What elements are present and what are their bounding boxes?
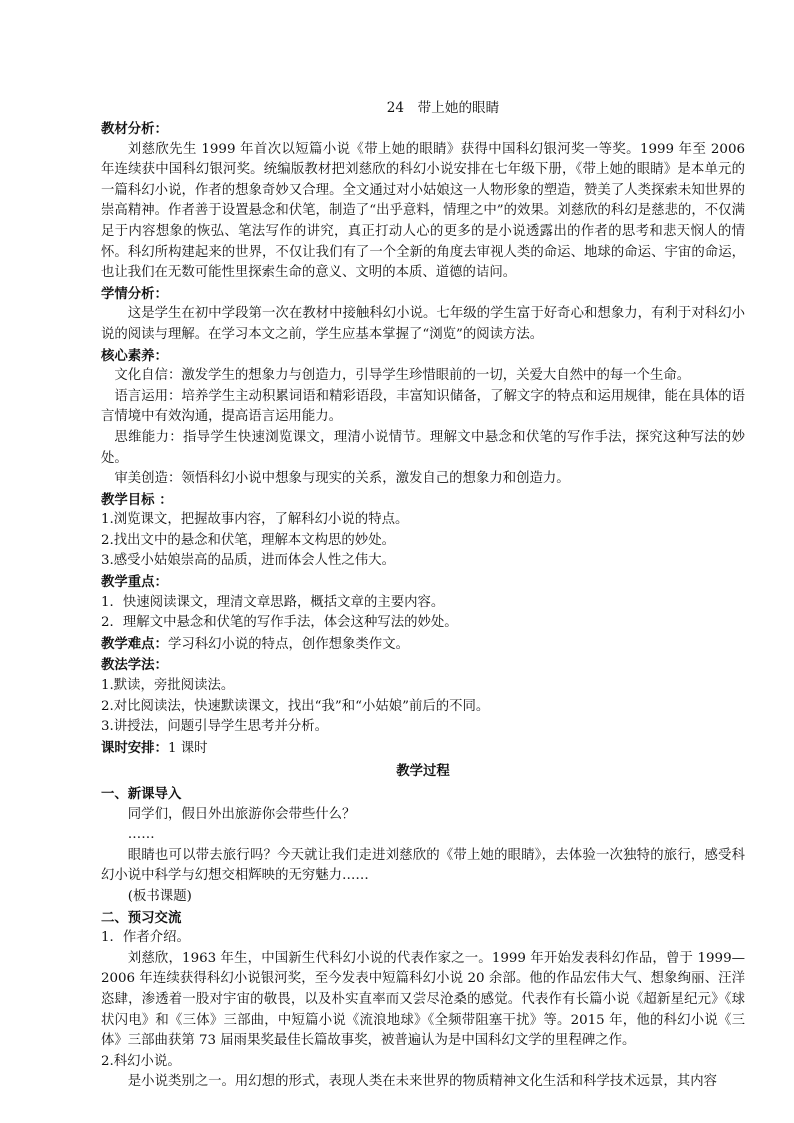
goals-heading: 教学目标 ： (101, 491, 173, 508)
intro-line: 眼睛也可以带去旅行吗？今天就让我们走进刘慈欣的《带上她的眼睛》，去体验一次独特的旅行，感受科幻小说中科学与幻想交相辉映的无穷魅力…… (101, 847, 745, 884)
scifi-heading: 2.科幻小说。 (101, 1053, 181, 1069)
goal-item: 3.感受小姑娘崇高的品质，进而体会人性之伟大。 (101, 553, 395, 569)
difficulty-text: 学习科幻小说的特点，创作想象类作文。 (167, 636, 409, 652)
analysis-paragraph: 刘慈欣先生 1999 年首次以短篇小说《带上她的眼睛》获得中国科幻银河奖一等奖。1999 年至 2006 年连续获中国科幻银河奖。统编版教材把刘慈欣的科幻小说安排在七年级下册，《带上她的眼睛》是本单元的一篇科幻小说，作者的想象奇妙又合理。全文通过对小姑娘这一人物形象的塑造，赞美了人类探索未知世界的崇高精神。作者善于设置悬念和伏笔，制造了“出乎意料，情理之中”的效果。刘慈欣的科幻是慈悲的，不仅满足于内容想象的恢弘、笔法写作的讲究，真正打动人心的更多的是小说透露出的作者的思考和悲天悯人的情怀。科幻所构建起来的世界，不仅让我们有了一个全新的角度去审视人类的命运、地球的命运、宇宙的命运，也让我们在无数可能性里探索生命的意义、文明的本质、道德的诘问。 (101, 141, 745, 281)
key-point-item: 1．快速阅读课文，理清文章思路，概括文章的主要内容。 (101, 594, 445, 610)
part1-heading: 一、新课导入 (101, 786, 182, 802)
scifi-paragraph: 是小说类别之一。用幻想的形式，表现人类在未来世界的物质精神文化生活和科学技术远景，其内容 (127, 1074, 717, 1090)
process-title: 教学过程 (396, 763, 450, 780)
intro-line: (板书课题) (127, 888, 192, 904)
key-point-item: 2．理解文中悬念和伏笔的写作手法，体会这种写法的妙处。 (101, 615, 458, 631)
method-item: 1.默读，旁批阅读法。 (101, 678, 235, 694)
method-item: 2.对比阅读法，快速默读课文，找出“我”和“小姑娘”前后的不同。 (101, 698, 490, 714)
difficulty-heading: 教学难点： (101, 635, 168, 652)
intro-line: …… (127, 827, 155, 843)
core-item-language: 语言运用：培养学生主动积累词语和精彩语段，丰富知识储备，了解文字的特点和运用规律，能在具体的语言情境中有效沟通，提高语言运用能力。 (101, 388, 745, 425)
goal-item: 1.浏览课文，把握故事内容，了解科幻小说的特点。 (101, 512, 409, 528)
author-heading: 1．作者介绍。 (101, 930, 190, 946)
analysis-heading: 教材分析： (101, 121, 168, 137)
time-line (101, 738, 745, 760)
author-paragraph: 刘慈欣，1963 年生，中国新生代科幻小说的代表作家之一。1999 年开始发表科幻作品，曾于 1999—2006 年连续获得科幻小说银河奖，至今发表中短篇科幻小说 20 余部。他的作品宏伟大气、想象绚丽、汪洋恣肆，渗透着一股对宇宙的敬畏，以及朴实直率而又尝尽沧桑的感觉。代表作有长篇小说《超新星纪元》《球状闪电》和《三体》三部曲，中短篇小说《流浪地球》《全频带阻塞干扰》等。2015 年，他的科幻小说《三体》三部曲获第 73 届雨果奖最佳长篇故事奖，被普遍认为是中国科幻文学的里程碑之作。 (101, 950, 745, 1049)
goal-item: 2.找出文中的悬念和伏笔，理解本文构思的妙处。 (101, 532, 395, 548)
difficulty-line (101, 634, 745, 656)
student-heading: 学情分析： (101, 285, 168, 302)
time-text: 1 课时 (167, 740, 208, 756)
student-paragraph: 这是学生在初中学段第一次在教材中接触科幻小说。七年级的学生富于好奇心和想象力，有利于对科幻小说的阅读与理解。在学习本文之前，学生应基本掌握了“浏览”的阅读方法。 (101, 306, 745, 342)
document-page (101, 98, 745, 1093)
core-item-culture: 文化自信：激发学生的想象力与创造力，引导学生珍惜眼前的一切，关爱大自然中的每一个生命。 (114, 368, 691, 384)
core-heading: 核心素养： (101, 347, 168, 364)
core-item-thinking: 思维能力：指导学生快速浏览课文，理清小说情节。理解文中悬念和伏笔的写作手法，探究这种写法的妙处。 (101, 429, 745, 466)
core-item-aesthetic: 审美创造：领悟科幻小说中想象与现实的关系，激发自己的想象力和创造力。 (114, 471, 570, 487)
methods-heading: 教法学法： (101, 657, 168, 674)
method-item: 3.讲授法，问题引导学生思考并分析。 (101, 719, 329, 735)
lesson-title: 24 带上她的眼睛 (386, 100, 500, 116)
key-points-heading: 教学重点： (101, 574, 168, 591)
part2-heading: 二、预习交流 (101, 909, 182, 926)
intro-line: 同学们，假日外出旅游你会带些什么？ (127, 806, 356, 822)
time-heading: 课时安排： (101, 739, 168, 756)
